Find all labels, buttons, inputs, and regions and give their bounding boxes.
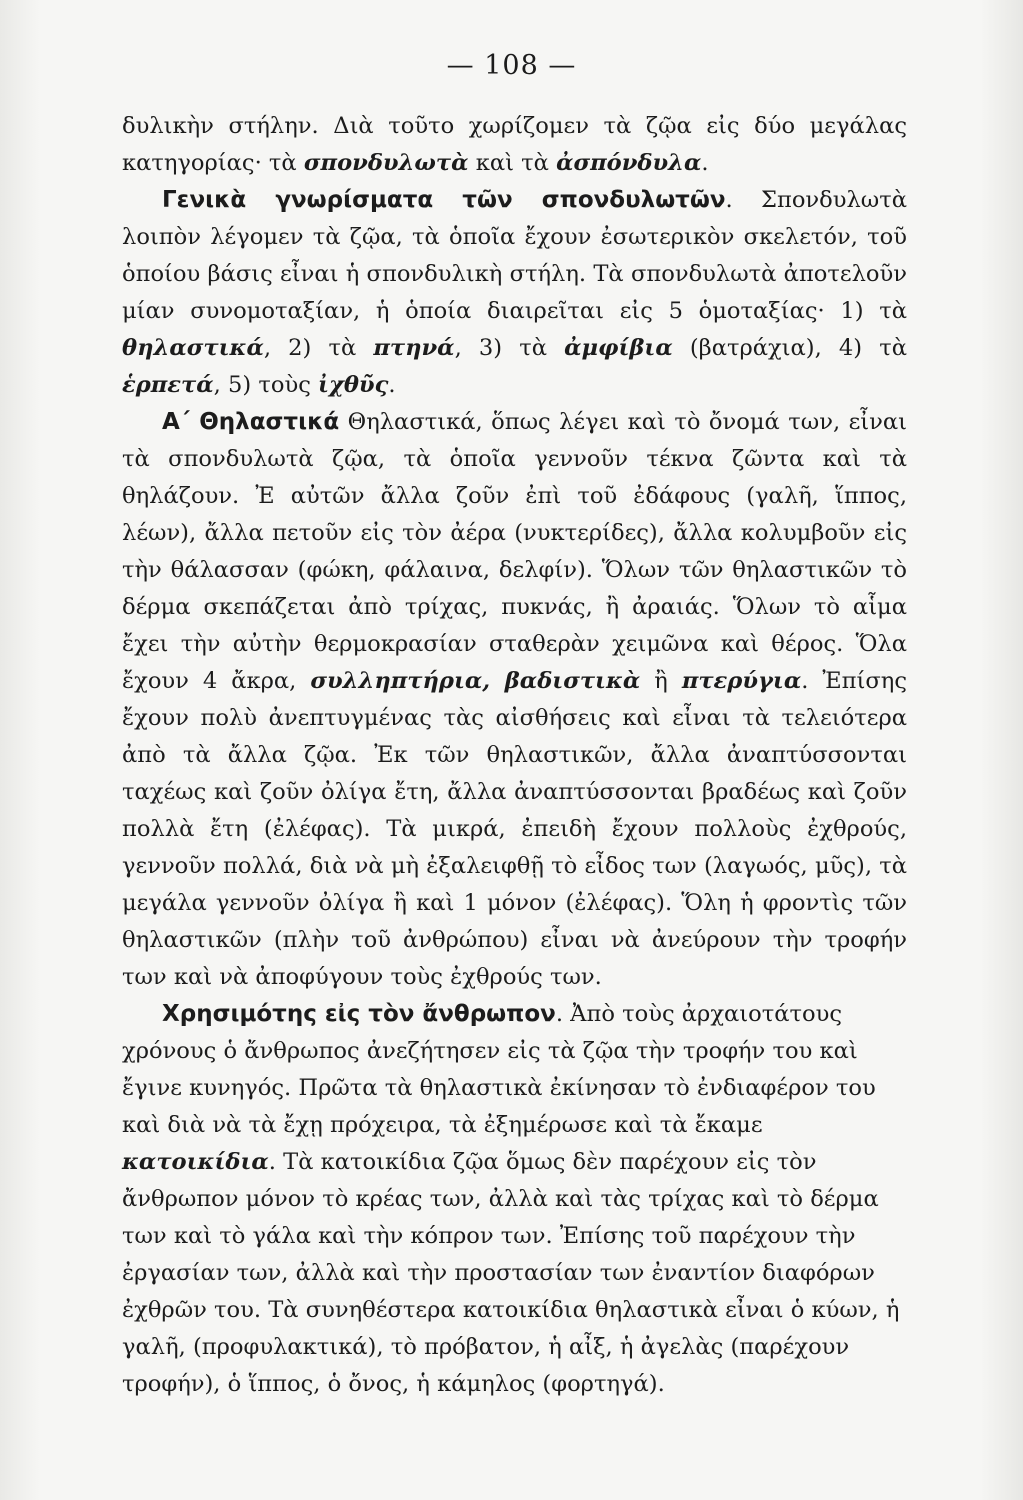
emphasis-amphibians: ἀμφίβια [564,335,673,361]
text-run: . Τὰ κατοικίδια ζῷα ὅμως δὲν παρέχουν εἰς τὸν ἄνθρωπον μόνον τὸ κρέας των, ἀλλὰ καὶ τὰς τρίχας καὶ τὸ δέρμα των καὶ τὸ γάλα καὶ τὴν κόπρον των. Ἐπίσης τοῦ παρέχουν τὴν ἐργασίαν των, ἀλλὰ καὶ τὴν προστασίαν των ἐναντίον διαφόρων ἐχθρῶν του. Τὰ συνηθέστερα κατοικίδια θηλαστικὰ εἶναι ὁ κύων, ἡ γαλῆ, (προφυλακτικά), τὸ πρόβατον, ἡ αἶξ, ἡ ἀγελὰς (παρέχουν τροφήν), ὁ ἵππος, ὁ ὄνος, ἡ κάμηλος (φορτηγά). [122,1149,900,1397]
emphasis-fish: ἰχθῦς [318,372,389,398]
text-run: ἢ [640,668,682,694]
emphasis-mammals: θηλαστικά [122,335,264,361]
text-run: , 2) τὰ [263,335,374,361]
emphasis-vertebrates: σπονδυλωτὰ [303,150,469,176]
text-run: καὶ τὰ [468,150,557,176]
paragraph-3 [122,404,907,996]
text-run: . [701,150,709,176]
text-run: . Σπονδυλωτὰ λοιπὸν λέγομεν τὰ ζῷα, τὰ ὁποῖα ἔχουν ἐσωτερικὸν σκελετόν, τοῦ ὁποίου βάσις εἶναι ἡ σπονδυλικὴ στήλη. Τὰ σπονδυλωτὰ ἀποτελοῦν μίαν συνομοταξίαν, ἡ ὁποία διαιρεῖται εἰς 5 ὁμοταξίας· 1) τὰ [122,187,907,324]
text-run: (βατράχια), 4) τὰ [672,335,907,361]
text-run: , 5) τοὺς [213,372,319,398]
page-number: — 108 — [446,50,577,81]
text-run: , 3) τὰ [454,335,565,361]
emphasis-limbs: συλληπτήρια, βαδιστικὰ [310,668,641,694]
paragraph-2 [122,182,907,404]
text-run: . Ἀπὸ τοὺς ἀρχαιοτάτους χρόνους ὁ ἄνθρωπος ἀνεζήτησεν εἰς τὰ ζῷα τὴν τροφήν του καὶ ἔγινε κυνηγός. Πρῶτα τὰ θηλαστικὰ ἐκίνησαν τὸ ἐνδιαφέρον του καὶ διὰ νὰ τὰ ἔχῃ πρόχειρα, τὰ ἐξημέρωσε καὶ τὰ ἔκαμε [122,1001,876,1138]
emphasis-invertebrates: ἀσπόνδυλα [556,150,702,176]
text-run: Θηλαστικά, ὅπως λέγει καὶ τὸ ὄνομά των, εἶναι τὰ σπονδυλωτὰ ζῷα, τὰ ὁποῖα γεννοῦν τέκνα ζῶντα καὶ τὰ θηλάζουν. Ἐ αὐτῶν ἄλλα ζοῦν ἐπὶ τοῦ ἐδάφους (γαλῆ, ἵππος, λέων), ἄλλα πετοῦν εἰς τὸν ἀέρα (νυκτερίδες), ἄλλα κολυμβοῦν εἰς τὴν θάλασσαν (φώκη, φάλαινα, δελφίν). Ὅλων τῶν θηλαστικῶν τὸ δέρμα σκεπάζεται ἀπὸ τρίχας, πυκνάς, ἢ ἀραιάς. Ὅλων τὸ αἷμα ἔχει τὴν αὐτὴν θερμοκρασίαν σταθερὰν χειμῶνα καὶ θέρος. Ὅλα ἔχουν 4 ἄκρα, [122,409,907,694]
section-heading-mammals: Α΄ Θηλαστικά [162,409,340,435]
section-heading-usefulness: Χρησιμότης εἰς τὸν ἄνθρωπον [162,1001,556,1027]
section-heading-general: Γενικὰ γνωρίσματα τῶν σπονδυλωτῶν [162,187,726,213]
paragraph-4 [122,996,907,1403]
emphasis-fins: πτερύγια [681,668,802,694]
body-text [122,108,907,1403]
text-run: . Ἐπίσης ἔχουν πολὺ ἀνεπτυγμένας τὰς αἰσθήσεις καὶ εἶναι τὰ τελειότερα ἀπὸ τὰ ἄλλα ζῷα. Ἐκ τῶν θηλαστικῶν, ἄλλα ἀναπτύσσονται ταχέως καὶ ζοῦν ὀλίγα ἔτη, ἄλλα ἀναπτύσσονται βραδέως καὶ ζοῦν πολλὰ ἔτη (ἐλέφας). Τὰ μικρά, ἐπειδὴ ἔχουν πολλοὺς ἐχθρούς, γεννοῦν πολλά, διὰ νὰ μὴ ἐξαλειφθῇ τὸ εἶδος των (λαγωός, μῦς), τὰ μεγάλα γεννοῦν ὀλίγα ἢ καὶ 1 μόνον (ἐλέφας). Ὅλη ἡ φροντὶς τῶν θηλαστικῶν (πλὴν τοῦ ἀνθρώπου) εἶναι νὰ ἀνεύρουν τὴν τροφήν των καὶ νὰ ἀποφύγουν τοὺς ἐχθρούς των. [122,668,907,990]
emphasis-birds: πτηνά [373,335,455,361]
emphasis-domestic: κατοικίδια [122,1149,269,1175]
paragraph-1 [122,108,907,182]
text-run: δυλικὴν στήλην. Διὰ τοῦτο χωρίζομεν τὰ ζῷα εἰς δύο μεγάλας κατηγορίας· τὰ [122,113,907,176]
text-run: . [388,372,396,398]
emphasis-reptiles: ἑρπετά [122,372,214,398]
